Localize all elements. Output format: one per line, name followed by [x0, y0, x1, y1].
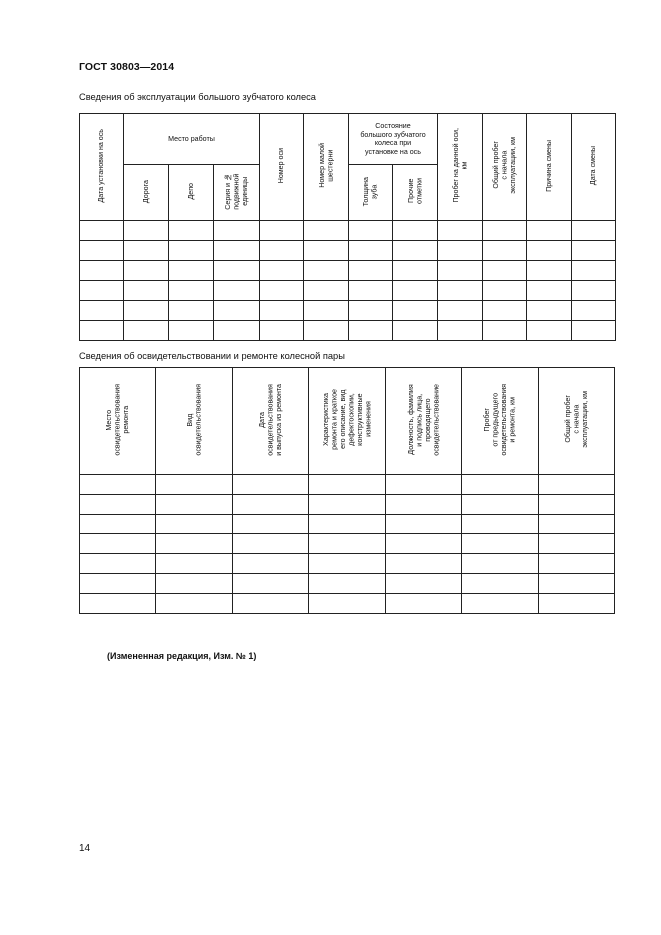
table-cell	[80, 514, 156, 534]
table1-caption: Сведения об эксплуатации большого зубчатого колеса	[79, 92, 316, 102]
table-cell	[572, 321, 616, 341]
table-cell	[304, 301, 349, 321]
table-cell	[309, 475, 386, 495]
table-cell	[527, 221, 572, 241]
table-cell	[80, 554, 156, 574]
table-cell	[156, 534, 233, 554]
table-cell	[80, 534, 156, 554]
col-mileage-on-axle: Пробег на данной оси, км	[438, 114, 483, 221]
table-cell	[260, 241, 304, 261]
table-cell	[438, 221, 483, 241]
table-cell	[233, 573, 309, 593]
table-cell	[539, 494, 615, 514]
table-cell	[309, 554, 386, 574]
col-mileage-since-repair: Пробег от предыдущего освидетельствования и ремонта, км	[462, 368, 539, 475]
table-cell	[539, 475, 615, 495]
col-workplace: Место работы	[124, 114, 260, 165]
revision-note: (Измененная редакция, Изм. № 1)	[107, 651, 257, 661]
table-cell	[393, 281, 438, 301]
col-vehicle-series: Серия и № подвижной единицы	[214, 165, 260, 221]
table-cell	[349, 301, 393, 321]
table-cell	[539, 573, 615, 593]
table-cell	[572, 261, 616, 281]
table-row	[80, 534, 615, 554]
table-cell	[349, 261, 393, 281]
table-cell	[393, 221, 438, 241]
table-cell	[80, 261, 124, 281]
table-cell	[393, 261, 438, 281]
col-small-gear-number: Номер малой шестерни	[304, 114, 349, 221]
table-cell	[386, 554, 462, 574]
table-cell	[539, 514, 615, 534]
table-cell	[572, 241, 616, 261]
table-cell	[169, 261, 214, 281]
table-cell	[483, 321, 527, 341]
table-cell	[304, 321, 349, 341]
table-cell	[462, 534, 539, 554]
table-row	[80, 281, 616, 301]
col-change-reason: Причина смены	[527, 114, 572, 221]
table-cell	[80, 475, 156, 495]
table-cell	[260, 221, 304, 241]
table-cell	[214, 321, 260, 341]
table-cell	[462, 475, 539, 495]
col-inspection-dates: Дата освидетельствования и выпуска из ремонта	[233, 368, 309, 475]
table-cell	[386, 573, 462, 593]
gear-operation-table	[79, 113, 616, 341]
table-cell	[233, 534, 309, 554]
table-cell	[309, 494, 386, 514]
table-cell	[169, 321, 214, 341]
table-cell	[80, 494, 156, 514]
table-cell	[169, 241, 214, 261]
col-inspection-type: Вид освидетельствования	[156, 368, 233, 475]
table-cell	[156, 593, 233, 613]
table-row	[80, 321, 616, 341]
table-cell	[80, 221, 124, 241]
table-cell	[260, 261, 304, 281]
table-cell	[309, 514, 386, 534]
table-cell	[233, 494, 309, 514]
table-cell	[393, 321, 438, 341]
table-cell	[233, 554, 309, 574]
table-cell	[483, 301, 527, 321]
table-cell	[80, 281, 124, 301]
table-cell	[214, 241, 260, 261]
table-cell	[80, 301, 124, 321]
table-cell	[260, 301, 304, 321]
col-road: Дорога	[124, 165, 169, 221]
table2-caption: Сведения об освидетельствовании и ремонте колесной пары	[79, 351, 345, 361]
page-number: 14	[79, 843, 91, 854]
table-cell	[527, 281, 572, 301]
table-cell	[169, 301, 214, 321]
table-cell	[124, 221, 169, 241]
table-row	[80, 241, 616, 261]
table-cell	[124, 281, 169, 301]
table-cell	[304, 241, 349, 261]
col-tooth-thickness: Толщина зуба	[349, 165, 393, 221]
table-cell	[156, 554, 233, 574]
table-cell	[309, 534, 386, 554]
table-cell	[462, 514, 539, 534]
table-cell	[80, 573, 156, 593]
table-cell	[527, 261, 572, 281]
table-cell	[349, 321, 393, 341]
table-cell	[539, 593, 615, 613]
table-cell	[260, 281, 304, 301]
table-cell	[80, 321, 124, 341]
table-row	[80, 554, 615, 574]
table-cell	[572, 301, 616, 321]
table-cell	[539, 554, 615, 574]
table-cell	[483, 261, 527, 281]
table-cell	[349, 221, 393, 241]
table-cell	[438, 281, 483, 301]
table-cell	[304, 281, 349, 301]
table-row	[80, 593, 615, 613]
col-total-mileage: Общий пробег с начала эксплуатации, км	[483, 114, 527, 221]
document-title: ГОСТ 30803—2014	[79, 61, 175, 73]
table-cell	[462, 494, 539, 514]
table-cell	[156, 514, 233, 534]
table-cell	[80, 241, 124, 261]
col-axle-number: Номер оси	[260, 114, 304, 221]
table-cell	[124, 301, 169, 321]
table-cell	[304, 261, 349, 281]
table-cell	[156, 573, 233, 593]
table-cell	[462, 554, 539, 574]
table-cell	[309, 573, 386, 593]
table-row	[80, 261, 616, 281]
col-gear-condition: Состояние большого зубчатого колеса при установке на ось	[349, 114, 438, 165]
table-cell	[386, 494, 462, 514]
table-cell	[386, 475, 462, 495]
table-cell	[438, 321, 483, 341]
table-cell	[233, 514, 309, 534]
table-row	[80, 221, 616, 241]
table-cell	[169, 281, 214, 301]
table-cell	[393, 301, 438, 321]
table-cell	[462, 593, 539, 613]
table-cell	[169, 221, 214, 241]
table-cell	[483, 241, 527, 261]
col-repair-description: Характеристика ремонта и краткое его описание, вид дефектоскопии, конструктивные изменения	[309, 368, 386, 475]
table-row	[80, 301, 616, 321]
table-cell	[393, 241, 438, 261]
col-total-mileage: Общий пробег с начала эксплуатации, км	[539, 368, 615, 475]
col-inspection-place: Место освидетельствования ремонта	[80, 368, 156, 475]
table-cell	[214, 281, 260, 301]
table-cell	[483, 281, 527, 301]
table-row	[80, 475, 615, 495]
table-cell	[156, 494, 233, 514]
table-cell	[386, 514, 462, 534]
table-cell	[572, 221, 616, 241]
table-cell	[539, 534, 615, 554]
col-inspector-signature: Должность, фамилия и подпись лица, проводящего освидетельствование	[386, 368, 462, 475]
table-cell	[462, 573, 539, 593]
table-cell	[214, 221, 260, 241]
col-depot: Депо	[169, 165, 214, 221]
table-cell	[527, 321, 572, 341]
col-install-date: Дата установки на ось	[80, 114, 124, 221]
table-cell	[527, 241, 572, 261]
table-cell	[214, 301, 260, 321]
table-cell	[438, 261, 483, 281]
table-cell	[386, 593, 462, 613]
table-cell	[124, 241, 169, 261]
table-cell	[214, 261, 260, 281]
table-cell	[80, 593, 156, 613]
table-cell	[386, 534, 462, 554]
table-row	[80, 494, 615, 514]
table-cell	[124, 261, 169, 281]
table-cell	[233, 593, 309, 613]
col-change-date: Дата смены	[572, 114, 616, 221]
table-cell	[572, 281, 616, 301]
table-cell	[438, 241, 483, 261]
table-cell	[527, 301, 572, 321]
table-cell	[233, 475, 309, 495]
inspection-repair-table	[79, 367, 615, 614]
table-cell	[309, 593, 386, 613]
col-other-notes: Прочие отметки	[393, 165, 438, 221]
table-cell	[304, 221, 349, 241]
table-cell	[438, 301, 483, 321]
table-row	[80, 514, 615, 534]
table-cell	[483, 221, 527, 241]
table-cell	[349, 241, 393, 261]
table-cell	[156, 475, 233, 495]
table-cell	[349, 281, 393, 301]
table-cell	[124, 321, 169, 341]
table-cell	[260, 321, 304, 341]
table-row	[80, 573, 615, 593]
